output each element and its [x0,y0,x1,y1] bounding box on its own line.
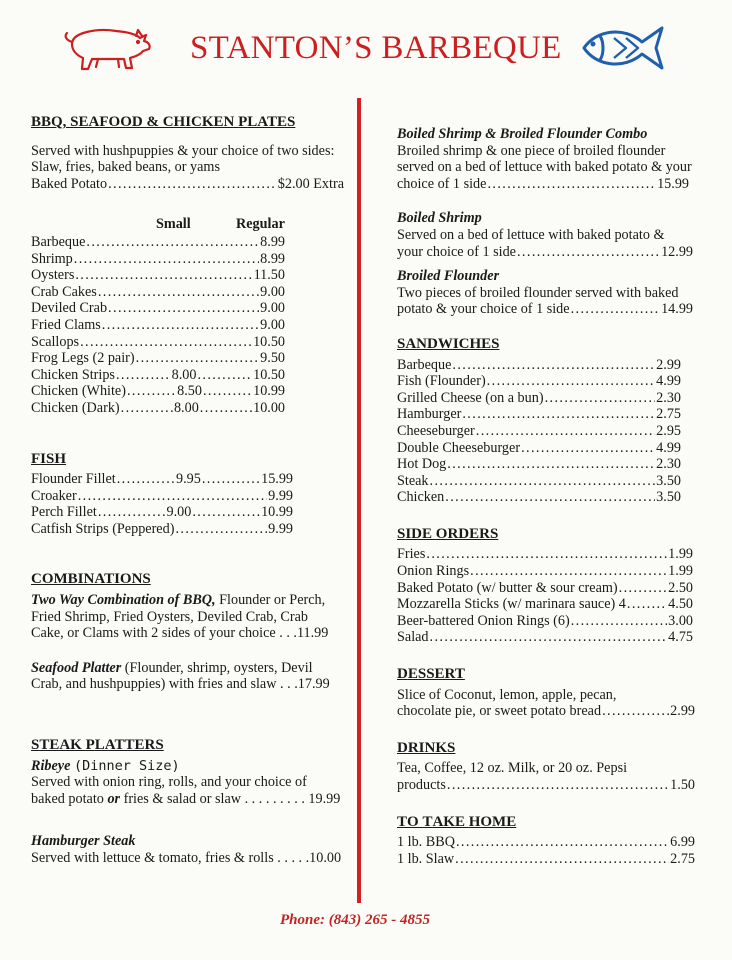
item-price: 8.99 [260,233,285,250]
item-name: Scallops [31,333,80,350]
item-price: 11.50 [253,267,285,284]
item-price: 3.00 [668,612,693,629]
drinks-line-2: products ..... 1.50 [397,777,695,794]
sandwich-item-row [397,373,681,390]
item-price: 9.00 [260,283,285,300]
item-name: Barbeque [397,356,452,373]
item-name: Baked Potato (w/ butter & sour cream) [397,579,618,596]
combinations-heading: COMBINATIONS [31,571,151,588]
item-name: Hot Dog [397,456,447,473]
fish-list [31,471,349,537]
item-name: 1 lb. Slaw [397,850,455,867]
item-name: 1 lb. BBQ [397,834,455,851]
item-small-price: 8.00 [173,399,199,416]
dessert-line-1: Slice of Coconut, lemon, apple, pecan, [397,686,617,703]
item-price: 4.50 [668,596,693,613]
small-header: Small [156,216,191,233]
sandwich-list [397,357,697,506]
item-small-price: 8.00 [171,366,197,383]
broiled-flounder-title: Broiled Flounder [397,268,500,285]
item-name: Shrimp [31,250,73,267]
take-home-list [397,834,697,867]
sandwich-item-row [397,406,681,423]
item-name: Chicken (White) [31,383,126,400]
ribeye-handwritten-note: (Dinner Size) [73,757,180,774]
item-price: 15.99 [261,471,294,488]
plate-item-row [31,400,285,417]
item-name: Steak [397,472,429,489]
item-name: Flounder Fillet [31,471,116,488]
item-name: Frog Legs (2 pair) [31,350,135,367]
item-name: Fried Clams [31,316,101,333]
side-item-row [397,546,693,563]
combo-line-1: Broiled shrimp & one piece of broiled flounder [397,142,666,159]
item-price: 9.50 [260,350,285,367]
plate-item-row [31,251,285,268]
right-column [397,126,697,867]
item-price: 2.30 [656,456,681,473]
side-item-row [397,563,693,580]
item-name: Oysters [31,267,75,284]
item-price: 4.99 [656,373,681,390]
item-name: Grilled Cheese (on a bun) [397,389,544,406]
ribeye-line-2: baked potato or fries & salad or slaw . . . . . . . . . 19.99 [31,790,341,807]
item-name: Crab Cakes [31,283,97,300]
combo-line-3: choice of 1 side ..... 15.99 [397,176,689,193]
item-price: 10.50 [253,366,286,383]
fish-item-row [31,504,293,521]
sandwich-item-row [397,423,681,440]
plate-item-row [31,350,285,367]
fish-item-row [31,471,293,488]
broiled-flounder-line-1: Two pieces of broiled flounder served with baked [397,284,679,301]
plate-item-row [31,383,285,400]
item-name: Croaker [31,487,77,504]
sandwich-item-row [397,440,681,457]
item-price: 2.75 [656,406,681,423]
item-name: Salad [397,629,429,646]
plate-item-row [31,317,285,334]
item-price: 10.50 [253,333,285,350]
item-price: 3.50 [656,489,681,506]
fish-icon [580,22,672,74]
seafood-platter: Seafood Platter (Flounder, shrimp, oysters, Devil [31,659,313,676]
combo-line-2: served on a bed of lettuce with baked potato & your [397,159,692,176]
regular-header: Regular [236,216,285,233]
column-divider [357,98,361,903]
plate-item-row [31,300,285,317]
item-name: Double Cheeseburger [397,439,521,456]
item-price: 4.99 [656,439,681,456]
item-name: Chicken [397,489,445,506]
two-way-combo: Two Way Combination of BBQ, Flounder or Perch, [31,592,326,609]
item-name: Onion Rings [397,563,470,580]
item-name: Beer-battered Onion Rings (6) [397,612,570,629]
item-price: 1.99 [668,546,693,563]
item-small-price: 9.95 [176,471,201,488]
side-item-row [397,580,693,597]
item-price: 6.99 [670,834,695,851]
plates-desc-1: Served with hushpuppies & your choice of two sides: [31,142,335,159]
take-home-item-row [397,834,695,851]
sandwich-item-row [397,390,681,407]
sandwiches-heading: SANDWICHES [397,335,500,352]
item-price: 10.99 [261,504,293,521]
hamburger-steak-title: Hamburger Steak [31,833,136,850]
item-price: 2.50 [668,579,693,596]
plate-item-row [31,267,285,284]
sides-list [397,546,697,646]
take-home-item-row [397,851,695,868]
drinks-line-1: Tea, Coffee, 12 oz. Milk, or 20 oz. Pepsi [397,760,628,777]
item-small-price: 8.50 [177,383,202,400]
item-price: 3.50 [656,472,681,489]
item-name: Chicken Strips [31,366,115,383]
broiled-flounder-line-2: potato & your choice of 1 side ..... 14.99 [397,301,693,318]
sandwich-item-row [397,456,681,473]
item-price: 10.99 [253,383,286,400]
item-name: Mozzarella Sticks (w/ marinara sauce) 4 [397,596,626,613]
item-price: 2.99 [656,356,681,373]
plate-item-row [31,284,285,301]
plate-item-row [31,234,285,251]
ribeye-line-1: Served with onion ring, rolls, and your choice of [31,774,307,791]
sandwich-item-row [397,489,681,506]
take-home-heading: TO TAKE HOME [397,813,517,830]
drinks-heading: DRINKS [397,739,456,756]
side-item-row [397,613,693,630]
fish-heading: FISH [31,450,67,467]
plates-column-headers [156,216,349,233]
boiled-shrimp-title: Boiled Shrimp [397,210,482,227]
sandwich-item-row [397,357,681,374]
boiled-shrimp-line-1: Served on a bed of lettuce with baked potato & [397,226,665,243]
menu-header [0,0,732,90]
item-name: Barbeque [31,233,86,250]
item-price: 4.75 [668,629,693,646]
left-column [31,114,349,867]
baked-potato-extra: Baked Potato ..... $2.00 Extra [31,176,344,193]
dessert-line-2: chocolate pie, or sweet potato bread ..... 2.99 [397,703,695,720]
item-name: Catfish Strips (Peppered) [31,520,175,537]
item-price: 10.00 [253,399,286,416]
seafood-platter-line-2: Crab, and hushpuppies) with fries and slaw . . .17.99 [31,676,330,693]
two-way-combo-line-3: Cake, or Clams with 2 sides of your choice . . .11.99 [31,625,329,642]
ribeye-title: Ribeye (Dinner Size) [31,757,180,774]
fish-item-row [31,488,293,505]
plate-item-row [31,334,285,351]
item-price: 2.30 [656,389,681,406]
plates-desc-2: Slaw, fries, baked beans, or yams [31,159,220,176]
two-way-combo-line-2: Fried Shrimp, Fried Oysters, Deviled Crab, Crab [31,608,309,625]
item-price: 9.00 [260,316,285,333]
fish-item-row [31,521,293,538]
item-price: 9.99 [268,487,293,504]
side-item-row [397,596,693,613]
sandwich-item-row [397,473,681,490]
restaurant-title: STANTON’S BARBEQUE [190,30,562,66]
item-name: Fish (Flounder) [397,373,486,390]
item-name: Perch Fillet [31,504,97,521]
item-price: 8.99 [260,250,285,267]
pig-icon [58,22,154,74]
boiled-shrimp-line-2: your choice of 1 side ..... 12.99 [397,244,693,261]
plate-item-row [31,367,285,384]
plates-heading: BBQ, SEAFOOD & CHICKEN PLATES [31,114,296,130]
item-small-price: 9.00 [166,504,192,521]
combo-title: Boiled Shrimp & Broiled Flounder Combo [397,126,648,142]
item-price: 9.99 [268,520,293,537]
dessert-heading: DESSERT [397,666,465,683]
item-name: Deviled Crab [31,300,108,317]
item-price: 2.75 [670,850,695,867]
phone-number: Phone: (843) 265 - 4855 [280,912,430,928]
item-name: Chicken (Dark) [31,399,120,416]
item-name: Cheeseburger [397,422,475,439]
side-item-row [397,629,693,646]
item-name: Hamburger [397,406,462,423]
item-price: 1.99 [668,563,693,580]
item-name: Fries [397,546,426,563]
hamburger-steak-line: Served with lettuce & tomato, fries & rolls . . . . .10.00 [31,850,342,866]
item-price: 2.95 [656,422,681,439]
item-price: 9.00 [260,300,285,317]
side-orders-heading: SIDE ORDERS [397,525,499,542]
plates-list [31,234,349,417]
steak-heading: STEAK PLATTERS [31,737,164,754]
